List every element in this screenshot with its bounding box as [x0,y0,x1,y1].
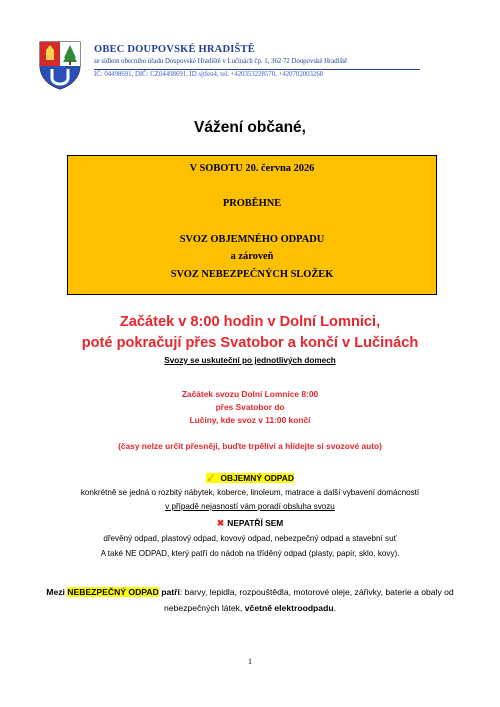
timing-disclaimer: (časy nelze určit přesněji, buďte trpěliví a hlídejte si svozové auto) [118,441,382,451]
schedule-title-line-2: poté pokračují přes Svatobor a končí v Lučinách [81,335,419,351]
schedule-title-line-1: Začátek v 8:00 hodin v Dolní Lomnici, [119,314,381,330]
cross-icon: ✖ [216,518,225,528]
hazardous-end: . [333,603,336,613]
municipality-name: OBEC DOUPOVSKÉ HRADIŠTĚ [94,44,255,55]
not-allowed-label-row [0,518,500,529]
hazardous-waste-paragraph [26,584,474,616]
municipal-crest-icon [38,40,82,90]
schedule-detail-line-3: Lučiny, kde svoz v 11:00 končí [189,415,311,425]
office-address: se sídlem obecního úřadu Doupovské Hradiště v Lučinách čp. 1, 362 72 Doupovské Hradiště [94,58,348,65]
hazardous-items: : barvy, lepidla, rozpouštědla, motorové oleje, zářivky, baterie a obaly od nebezpečných látek, [164,587,454,613]
hazardous-lead: Mezi [46,587,68,597]
office-identifiers: IČ: 04498691, DIČ: CZ04498691, ID sjtfeu4, tel. +420353228570, +420702003268 [94,71,324,78]
hazardous-waste-heading: SVOZ NEBEZPEČNÝCH SLOŽEK [170,269,334,280]
collection-notice-box [67,155,437,295]
bulky-waste-description: konkrétně se jedná o rozbitý nábytek, koberce, linoleum, matrace a další vybavení domácností [80,488,420,497]
page-number: 1 [248,657,252,666]
hazardous-belongs: patří [158,587,180,597]
not-allowed-list: dřevěný odpad, plastový odpad, kovový odpad, nebezpečný odpad a stavební suť [103,534,397,543]
bulky-waste-label: OBJEMNÝ ODPAD [220,473,294,483]
header-divider [94,69,420,70]
happens-label: PROBĚHNE [222,198,282,209]
hazardous-electronics: včetně elektroodpadu [244,603,334,613]
collection-date: V SOBOTU 20. června 2026 [189,163,315,174]
hazardous-waste-highlight: NEBEZPEČNÝ ODPAD [67,587,159,597]
not-allowed-sorted-waste: A také NE ODPAD, který patří do nádob na tříděný odpad (plasty, papír, sklo, kovy). [100,549,400,558]
collection-method-note: Svozy se uskuteční po jednotlivých domech [164,356,336,365]
bulky-waste-highlight [206,473,294,483]
bulky-waste-heading: SVOZ OBJEMNÉHO ODPADU [179,234,325,245]
and-also-label: a zároveň [230,251,274,262]
greeting: Vážení občané, [194,119,306,136]
bulky-waste-help-note: v případě nejasností vám poradí obsluha svozu [165,502,335,511]
check-icon: ✓ [206,471,217,485]
not-allowed-label: NEPATŘÍ SEM [227,518,284,528]
bulky-waste-label-row [0,471,500,485]
schedule-detail-line-2: přes Svatobor do [215,402,285,412]
schedule-detail-line-1: Začátek svozu Dolní Lomnice 8:00 [181,389,319,399]
